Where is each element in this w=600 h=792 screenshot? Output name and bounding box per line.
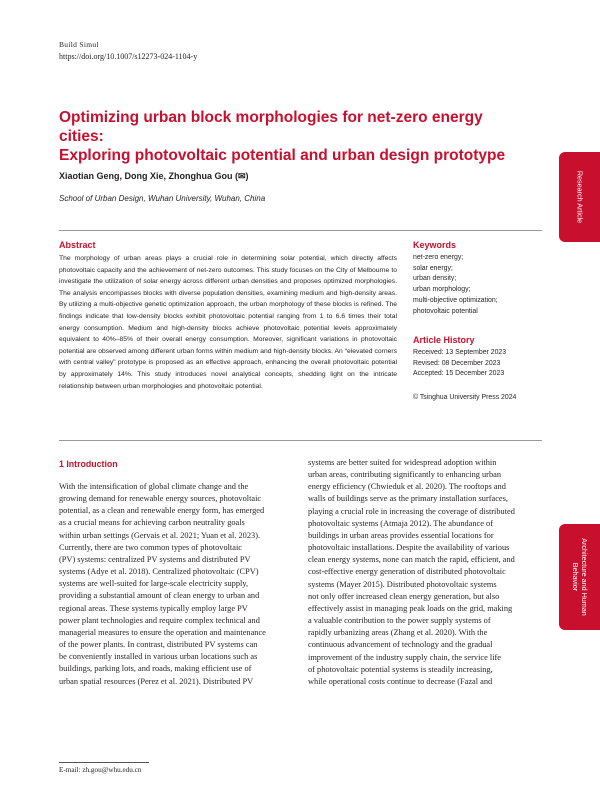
keyword-item: multi-objective optimization; — [413, 296, 498, 304]
body-column-right — [308, 457, 540, 688]
body-text-line: systems (Mayer 2015). Distributed photovoltaic systems — [308, 579, 497, 589]
section-line-1: Architecture and Human — [579, 538, 589, 616]
body-text-line: within urban settings (Gervais et al. 2021; Yuan et al. 2023). — [59, 530, 261, 540]
body-text-line: cost-effective energy generation of distributed photovoltaic — [308, 567, 506, 577]
keywords-heading: Keywords — [413, 240, 457, 250]
history-list — [413, 348, 506, 380]
body-text-line: of photovoltaic potential systems is steadily increasing, — [308, 664, 493, 674]
abstract-heading: Abstract — [59, 240, 96, 250]
introduction-heading: 1 Introduction — [59, 459, 118, 469]
body-text-line: urban spatial resources (Perez et al. 2021). Distributed PV — [59, 676, 254, 686]
divider-top — [59, 230, 542, 231]
body-text-line: clean energy systems, none can match the rapid, efficient, and — [308, 555, 515, 565]
section-tab — [559, 524, 600, 630]
body-text-line: as a crucial means for achieving carbon neutrality goals — [59, 518, 245, 528]
article-title — [59, 108, 529, 165]
body-text-line: continuous advancement of technology and the gradual — [308, 640, 493, 650]
divider-bottom — [59, 440, 542, 441]
body-text-line: not only offer increased clean energy generation, but also — [308, 591, 500, 601]
body-text-line: be conveniently installed in various urban locations such as — [59, 652, 258, 662]
history-heading: Article History — [413, 335, 475, 345]
keyword-item: solar energy; — [413, 264, 453, 272]
section-line-2: Behavior — [570, 562, 580, 592]
keyword-item: urban morphology; — [413, 286, 471, 294]
body-text-line: photovoltaic systems (Atmaja 2012). The abundance of — [308, 518, 493, 528]
footnote-rule — [59, 762, 149, 763]
body-text-line: playing a crucial role in increasing the coverage of distributed — [308, 506, 515, 516]
body-text-line: photovoltaic installations. Despite the availability of various — [308, 543, 510, 553]
body-text-line: while operational costs continue to decrease (Fazal and — [308, 676, 493, 686]
body-text-line: urban areas, contributing significantly to enhancing urban — [308, 470, 502, 480]
keyword-item: net-zero energy; — [413, 254, 464, 261]
journal-name: Build Simul — [59, 40, 99, 49]
title-line-1: Optimizing urban block morphologies for net-zero energy cities: — [59, 109, 483, 145]
affiliation: School of Urban Design, Wuhan University, Wuhan, China — [59, 194, 266, 203]
author-list: Xiaotian Geng, Dong Xie, Zhonghua Gou (✉) — [59, 171, 249, 181]
doi-link[interactable]: https://doi.org/10.1007/s12273-024-1104-y — [59, 52, 198, 61]
body-text-line: power plant technologies and require complex technical and — [59, 615, 260, 625]
body-text-line: potential, as a clean and renewable energy form, has emerged — [59, 506, 265, 516]
keyword-item: urban density; — [413, 275, 457, 283]
body-text-line: improvement of the industry supply chain, the service life — [308, 652, 502, 662]
body-text-line: rapidly urbanizing areas (Zhang et al. 2020). With the — [308, 628, 488, 638]
author-email: E-mail: zh.gou@whu.edu.cn — [59, 766, 142, 774]
research-article-label: Research Article — [575, 170, 584, 224]
keyword-item: photovoltaic potential — [413, 307, 478, 315]
body-text-line: managerial measures to ensure the operation and maintenance — [59, 627, 266, 637]
history-item: Revised: 08 December 2023 — [413, 359, 501, 367]
body-text-line: growing demand for renewable energy sources, photovoltaic — [59, 494, 262, 504]
body-text-line: (PV) systems: centralized PV systems and distributed PV — [59, 554, 251, 564]
keywords-list — [413, 253, 498, 317]
body-text-line: of the power plants. In contrast, distributed PV systems can — [59, 640, 258, 650]
body-text-line: regional areas. These systems typically employ large PV — [59, 603, 248, 613]
copyright-notice: © Tsinghua University Press 2024 — [413, 394, 517, 401]
body-text-line: With the intensification of global climate change and the — [59, 482, 249, 491]
body-text-line: Currently, there are two common types of photovoltaic — [59, 542, 242, 552]
history-item: Accepted: 15 December 2023 — [413, 370, 505, 378]
body-text-line: energy efficiency (Chwieduk et al. 2020). The rooftops and — [308, 482, 506, 492]
body-text-line: buildings, parking lots, and roads, making efficient use of — [59, 664, 252, 674]
body-text-line: providing a substantial amount of clean energy to urban and — [59, 591, 260, 601]
research-article-tab — [559, 152, 600, 242]
body-text-line: buildings in urban areas provides essential locations for — [308, 530, 494, 540]
abstract-text: The morphology of urban areas plays a crucial role in determining solar potential, which directly affects photovoltaic capacity and the achievement of net-zero outcomes. This study focuses on the City of Melbourne to investigate the utilization of solar energy across different urban densities and proposes optimized morphologies. The analysis encompasses blocks with diverse population densities, examining medium and high-density areas. By utilizing a multi-objective genetic optimization approach, the urban morphology of these blocks is refined. The findings indicate that low-density blocks exhibit photovoltaic potential ranging from 1 to 6.6 times their total energy consumption. Medium and high-density blocks achieve photovoltaic potential levels approximately equivalent to 40%–85% of their overall energy consumption. Moreover, significant variations in photovoltaic potential are observed among different urban forms within medium and high-density blocks. An “elevated corners with central valley” prototype is proposed as an effective approach, enhancing the overall photovoltaic potential by approximately 14%. This study introduces novel analytical concepts, shedding light on the intricate relationship between urban morphologies and photovoltaic potential. — [59, 255, 397, 390]
section-tab-label — [571, 538, 589, 616]
body-text-line: effectively assist in managing peak loads on the grid, making — [308, 603, 513, 613]
title-line-2: Exploring photovoltaic potential and urban design prototype — [59, 147, 506, 164]
body-column-left — [59, 481, 291, 688]
body-text-line: systems are well-suited for large-scale electricity supply, — [59, 579, 249, 589]
body-text-line: systems are better suited for widespread adoption within — [308, 458, 497, 467]
body-text-line: systems (Adye et al. 2018). Centralized photovoltaic (CPV) — [59, 567, 259, 577]
body-text-line: a valuable contribution to the power supply systems of — [308, 616, 491, 626]
body-text-line: walls of buildings serve as the primary installation surfaces, — [308, 494, 508, 504]
history-item: Received: 13 September 2023 — [413, 349, 507, 356]
